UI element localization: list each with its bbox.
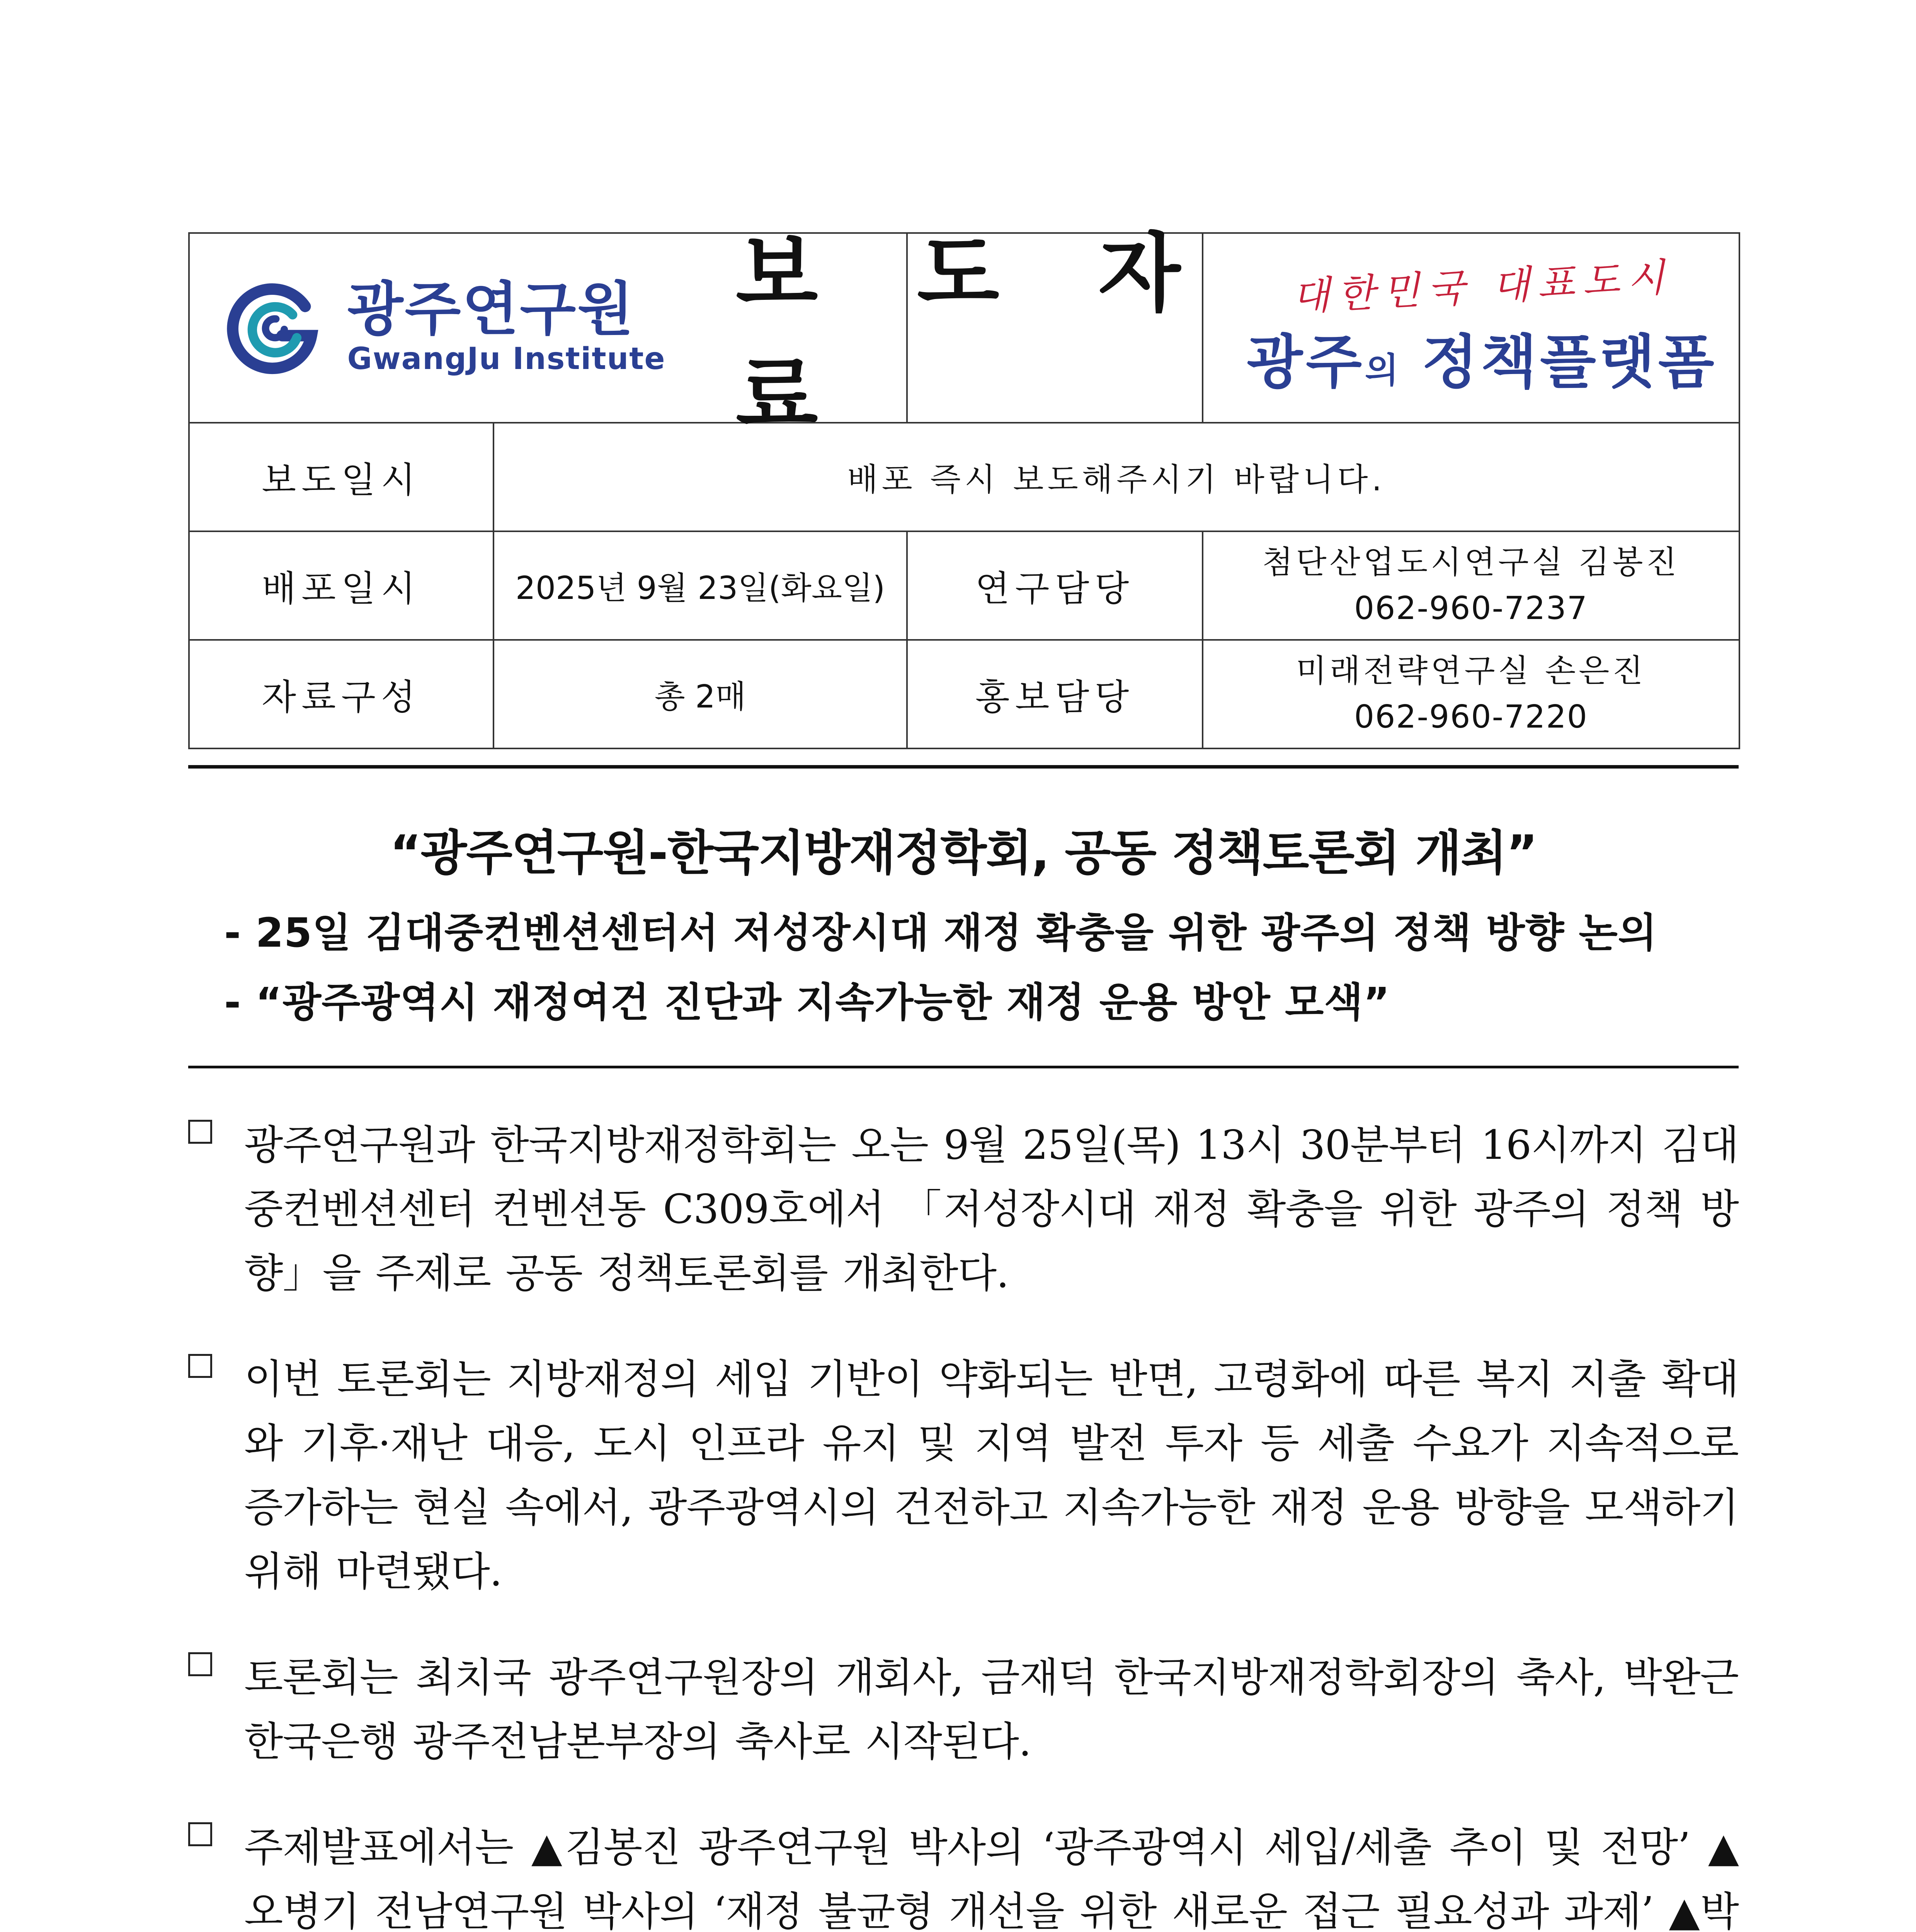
list-item — [188, 1815, 1739, 1932]
institute-logo-icon — [224, 275, 328, 379]
research-contact — [1203, 531, 1739, 640]
title-area — [701, 224, 1225, 445]
headline-top-rule — [188, 765, 1739, 769]
slogan-handwritten: 대한민국 대표도시 — [1291, 254, 1674, 320]
list-item — [188, 1645, 1739, 1774]
subheadline-2: - “광주광역시 재정여건 진단과 지속가능한 재정 운용 방안 모색” — [224, 979, 1390, 1026]
dist-date-label: 배포일시 — [189, 531, 493, 640]
slogan-area — [1225, 232, 1739, 422]
material-value: 총 2매 — [493, 640, 907, 748]
paragraph-text: 광주연구원과 한국지방재정학회는 오는 9월 25일(목) 13시 30분부터 16시까지 김대중컨벤션센터 컨벤션동 C309호에서 「저성장시대 재정 확충을 위한 광주의 정책 방향」을 주제로 공동 정책토론회를 개최한다. — [244, 1121, 1739, 1297]
pr-phone: 062-960-7220 — [1354, 698, 1588, 735]
research-dept: 첨단산업도시연구실 김봉진 — [1262, 544, 1680, 581]
checkbox-bullet-icon — [188, 1652, 212, 1676]
slogan-main — [1247, 315, 1717, 399]
press-release-title: 보 도 자 료 — [736, 224, 1215, 445]
logo-korean-name: 광주연구원 — [347, 276, 635, 343]
report-date-value: 배포 즉시 보도해주시기 바랍니다. — [493, 423, 1739, 531]
paragraph-text: 주제발표에서는 ▲김봉진 광주연구원 박사의 ‘광주광역시 세입/세출 추이 및 전망’ ▲오병기 전남연구원 박사의 ‘재정 불균형 개선을 위한 새로운 접근 필요성과 과제’ ▲박 — [244, 1824, 1739, 1932]
pr-contact-label: 홍보담당 — [907, 640, 1203, 748]
pr-contact — [1203, 640, 1739, 748]
checkbox-bullet-icon — [188, 1822, 212, 1846]
checkbox-bullet-icon — [188, 1354, 212, 1378]
checkbox-bullet-icon — [188, 1120, 212, 1144]
material-label: 자료구성 — [189, 640, 493, 748]
headline-bottom-rule — [188, 1066, 1739, 1068]
list-item — [188, 1347, 1739, 1604]
paragraph-text: 토론회는 최치국 광주연구원장의 개회사, 금재덕 한국지방재정학회장의 축사, 박완근 한국은행 광주전남본부장의 축사로 시작된다. — [244, 1654, 1739, 1765]
list-item — [188, 1113, 1739, 1305]
institute-logo — [224, 275, 666, 379]
report-date-label: 보도일시 — [189, 423, 493, 531]
paragraph-text: 이번 토론회는 지방재정의 세입 기반이 약화되는 반면, 고령화에 따른 복지 지출 확대와 기후·재난 대응, 도시 인프라 유지 및 지역 발전 투자 등 세출 수요가 지속적으로 증가하는 현실 속에서, 광주광역시의 건전하고 지속가능한 재정 운용 방향을 모색하기 위해 마련됐다. — [244, 1355, 1739, 1595]
headline: “광주연구원-한국지방재정학회, 공동 정책토론회 개최” — [390, 825, 1537, 881]
research-phone: 062-960-7237 — [1354, 590, 1588, 627]
logo-area — [188, 232, 701, 422]
dist-date-value: 2025년 9월 23일(화요일) — [493, 531, 907, 640]
slogan-city: 광주 — [1247, 328, 1365, 396]
subheadline-1: - 25일 김대중컨벤션센터서 저성장시대 재정 확충을 위한 광주의 정책 방향 논의 — [224, 909, 1657, 956]
slogan-particle: 의 — [1365, 350, 1399, 391]
body-paragraphs — [188, 1113, 1739, 1932]
pr-dept: 미래전략연구실 손은진 — [1296, 652, 1646, 689]
research-contact-label: 연구담당 — [907, 531, 1203, 640]
logo-english-name: GwangJu Institute — [347, 342, 666, 376]
slogan-platform: 정책플랫폼 — [1422, 328, 1717, 396]
